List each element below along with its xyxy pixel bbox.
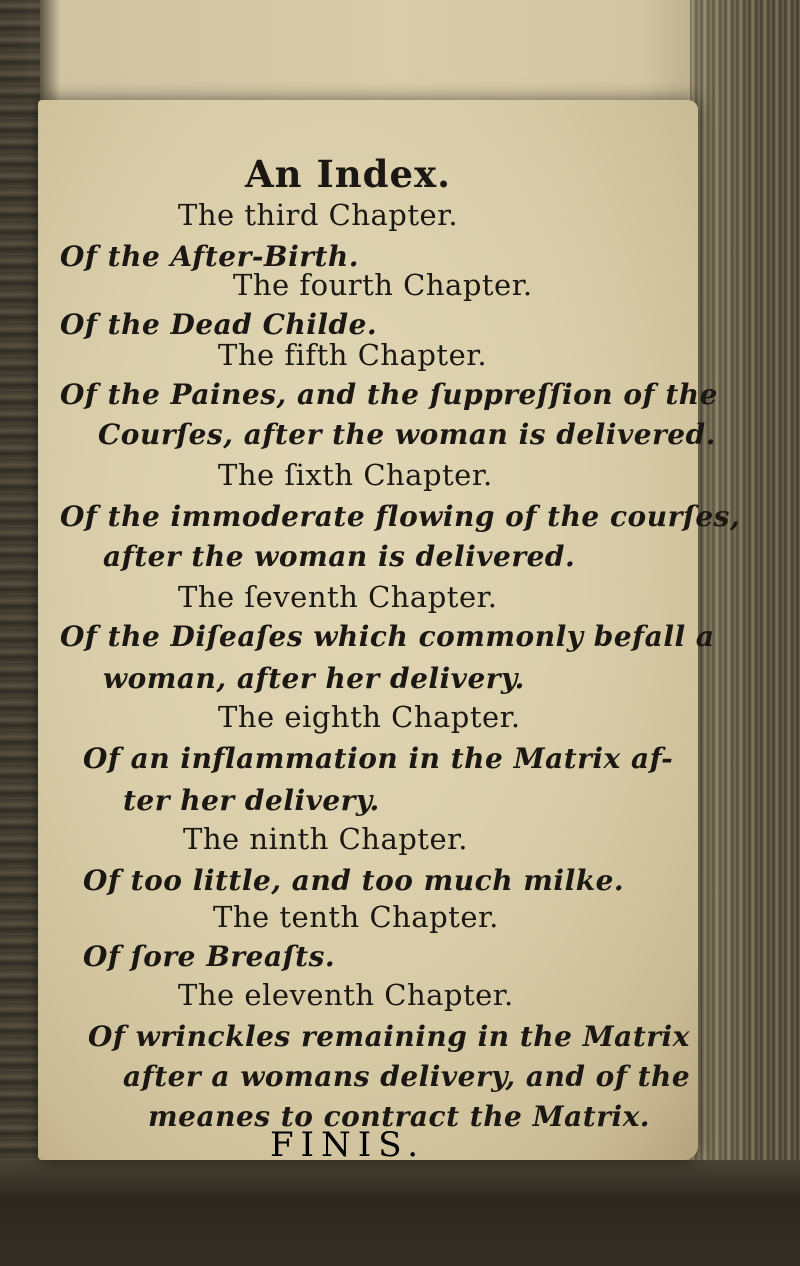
chapter-heading-third: The third Chapter. [178, 198, 459, 232]
chapter-heading-seventh: The ſeventh Chapter. [178, 580, 498, 614]
chapter-heading-ninth: The ninth Chapter. [183, 822, 469, 856]
chapter-subject-third: Of the After-Birth. [60, 240, 360, 273]
chapter-subject-fifth-line-1: Of the Paines, and the ſuppreſſion of the [60, 378, 718, 411]
chapter-heading-tenth: The tenth Chapter. [213, 900, 499, 934]
chapter-heading-sixth: The ſixth Chapter. [218, 458, 493, 492]
chapter-subject-sixth-line-2: after the woman is delivered. [103, 540, 576, 573]
chapter-subject-eighth-line-2: ter her delivery. [123, 784, 380, 817]
chapter-subject-sixth-line-1: Of the immoderate flowing of the courſes, [60, 500, 741, 533]
chapter-subject-tenth: Of ſore Breaſts. [83, 940, 336, 973]
chapter-subject-seventh-line-1: Of the Diſeaſes which commonly befall a [60, 620, 715, 653]
chapter-subject-eleventh-line-1: Of wrinckles remaining in the Matrix [88, 1020, 690, 1053]
page-text [38, 100, 741, 1160]
chapter-heading-eleventh: The eleventh Chapter. [178, 978, 514, 1012]
chapter-subject-ninth: Of too little, and too much milke. [83, 864, 625, 897]
chapter-subject-fourth: Of the Dead Childe. [60, 308, 378, 341]
chapter-subject-fifth-line-2: Courſes, after the woman is delivered. [98, 418, 716, 451]
chapter-subject-seventh-line-2: woman, after her delivery. [103, 662, 525, 695]
chapter-subject-eleventh-line-3: meanes to contract the Matrix. [148, 1100, 651, 1133]
chapter-subject-eleventh-line-2: after a womans delivery, and of the [123, 1060, 691, 1093]
chapter-heading-fourth: The fourth Chapter. [233, 268, 533, 302]
bottom-shadow [0, 1160, 800, 1266]
book-page [38, 100, 741, 1160]
chapter-heading-fifth: The fifth Chapter. [218, 338, 488, 372]
page-title: An Index. [244, 152, 452, 196]
finis: FINIS. [270, 1125, 426, 1165]
chapter-subject-eighth-line-1: Of an inflammation in the Matrix af- [83, 742, 674, 775]
chapter-heading-eighth: The eighth Chapter. [218, 700, 521, 734]
